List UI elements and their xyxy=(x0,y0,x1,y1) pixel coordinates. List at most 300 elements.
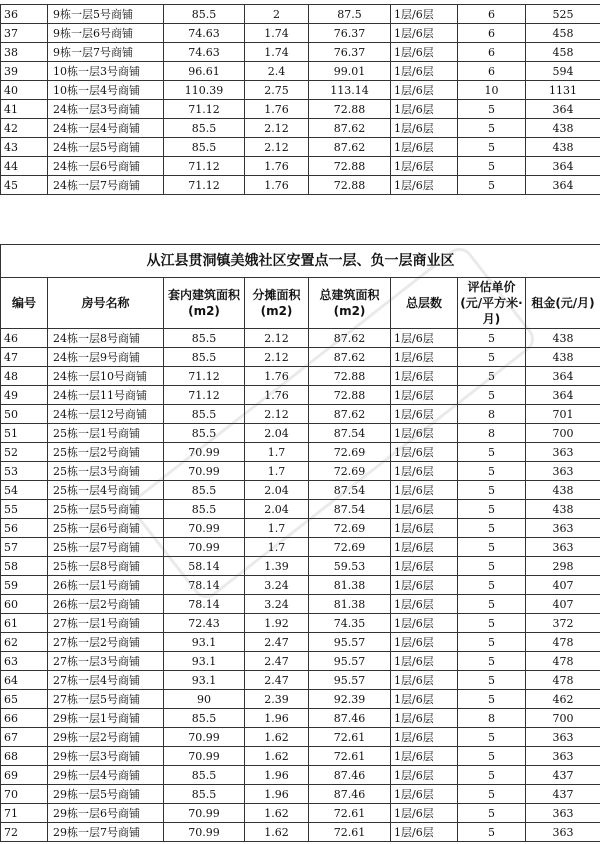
cell-shared-area: 2.12 xyxy=(245,405,309,424)
cell-floors: 1层/6层 xyxy=(391,424,458,443)
cell-rent: 364 xyxy=(526,367,600,386)
table-row xyxy=(1,690,600,709)
cell-rent: 478 xyxy=(526,633,600,652)
table-body-bottom xyxy=(1,245,600,842)
table-row xyxy=(1,766,600,785)
cell-shared-area: 1.96 xyxy=(245,785,309,804)
cell-shared-area: 2.47 xyxy=(245,652,309,671)
cell-inner-area: 110.39 xyxy=(164,81,245,100)
cell-floors: 1层/6层 xyxy=(391,386,458,405)
cell-rent: 363 xyxy=(526,804,600,823)
cell-room-name: 24栋一层8号商铺 xyxy=(48,329,164,348)
cell-room-name: 27栋一层3号商铺 xyxy=(48,652,164,671)
cell-room-name: 29栋一层4号商铺 xyxy=(48,766,164,785)
cell-inner-area: 85.5 xyxy=(164,481,245,500)
cell-rent: 363 xyxy=(526,443,600,462)
cell-shared-area: 1.7 xyxy=(245,462,309,481)
table-row xyxy=(1,138,600,157)
cell-room-name: 10栋一层3号商铺 xyxy=(48,62,164,81)
cell-floors: 1层/6层 xyxy=(391,43,458,62)
cell-shared-area: 2.47 xyxy=(245,671,309,690)
cell-shared-area: 1.74 xyxy=(245,24,309,43)
cell-id: 63 xyxy=(1,652,48,671)
cell-inner-area: 70.99 xyxy=(164,519,245,538)
cell-id: 65 xyxy=(1,690,48,709)
cell-floors: 1层/6层 xyxy=(391,138,458,157)
cell-unit-price: 5 xyxy=(458,100,526,119)
cell-id: 58 xyxy=(1,557,48,576)
section-title-row xyxy=(1,245,600,278)
cell-unit-price: 6 xyxy=(458,5,526,24)
cell-id: 66 xyxy=(1,709,48,728)
table-row xyxy=(1,481,600,500)
cell-inner-area: 85.5 xyxy=(164,119,245,138)
cell-floors: 1层/6层 xyxy=(391,405,458,424)
cell-inner-area: 78.14 xyxy=(164,595,245,614)
cell-room-name: 24栋一层10号商铺 xyxy=(48,367,164,386)
cell-shared-area: 1.7 xyxy=(245,538,309,557)
cell-floors: 1层/6层 xyxy=(391,5,458,24)
cell-rent: 363 xyxy=(526,462,600,481)
cell-floors: 1层/6层 xyxy=(391,62,458,81)
cell-rent: 407 xyxy=(526,576,600,595)
cell-id: 36 xyxy=(1,5,48,24)
cell-id: 68 xyxy=(1,747,48,766)
cell-id: 52 xyxy=(1,443,48,462)
cell-total-area: 87.62 xyxy=(309,348,391,367)
cell-room-name: 25栋一层5号商铺 xyxy=(48,500,164,519)
cell-floors: 1层/6层 xyxy=(391,804,458,823)
cell-id: 41 xyxy=(1,100,48,119)
cell-floors: 1层/6层 xyxy=(391,481,458,500)
cell-unit-price: 5 xyxy=(458,138,526,157)
cell-rent: 363 xyxy=(526,538,600,557)
header-id: 编号 xyxy=(1,278,48,329)
cell-shared-area: 1.76 xyxy=(245,157,309,176)
cell-total-area: 87.54 xyxy=(309,481,391,500)
cell-inner-area: 70.99 xyxy=(164,804,245,823)
cell-unit-price: 5 xyxy=(458,766,526,785)
cell-shared-area: 2.04 xyxy=(245,481,309,500)
cell-unit-price: 5 xyxy=(458,785,526,804)
cell-unit-price: 5 xyxy=(458,747,526,766)
cell-shared-area: 1.96 xyxy=(245,766,309,785)
cell-rent: 364 xyxy=(526,157,600,176)
cell-room-name: 10栋一层4号商铺 xyxy=(48,81,164,100)
cell-inner-area: 85.5 xyxy=(164,766,245,785)
cell-rent: 438 xyxy=(526,329,600,348)
cell-id: 53 xyxy=(1,462,48,481)
cell-floors: 1层/6层 xyxy=(391,747,458,766)
cell-rent: 372 xyxy=(526,614,600,633)
cell-total-area: 87.62 xyxy=(309,405,391,424)
cell-id: 55 xyxy=(1,500,48,519)
cell-inner-area: 58.14 xyxy=(164,557,245,576)
cell-floors: 1层/6层 xyxy=(391,652,458,671)
cell-id: 72 xyxy=(1,823,48,842)
table-body-top xyxy=(1,5,600,195)
table-row xyxy=(1,424,600,443)
cell-rent: 438 xyxy=(526,500,600,519)
cell-total-area: 59.53 xyxy=(309,557,391,576)
cell-shared-area: 2.04 xyxy=(245,500,309,519)
cell-id: 62 xyxy=(1,633,48,652)
cell-total-area: 72.69 xyxy=(309,462,391,481)
cell-rent: 364 xyxy=(526,176,600,195)
cell-shared-area: 2.47 xyxy=(245,633,309,652)
cell-room-name: 24栋一层5号商铺 xyxy=(48,138,164,157)
cell-room-name: 29栋一层3号商铺 xyxy=(48,747,164,766)
table-row xyxy=(1,24,600,43)
cell-room-name: 24栋一层12号商铺 xyxy=(48,405,164,424)
cell-shared-area: 1.74 xyxy=(245,43,309,62)
cell-inner-area: 93.1 xyxy=(164,633,245,652)
cell-shared-area: 2.12 xyxy=(245,348,309,367)
cell-inner-area: 85.5 xyxy=(164,329,245,348)
cell-room-name: 27栋一层4号商铺 xyxy=(48,671,164,690)
header-rent: 租金(元/月) xyxy=(526,278,600,329)
cell-shared-area: 1.62 xyxy=(245,804,309,823)
cell-id: 70 xyxy=(1,785,48,804)
cell-unit-price: 5 xyxy=(458,519,526,538)
cell-room-name: 25栋一层6号商铺 xyxy=(48,519,164,538)
cell-inner-area: 70.99 xyxy=(164,443,245,462)
cell-rent: 437 xyxy=(526,766,600,785)
table-row xyxy=(1,386,600,405)
cell-inner-area: 70.99 xyxy=(164,823,245,842)
cell-id: 50 xyxy=(1,405,48,424)
cell-shared-area: 1.76 xyxy=(245,176,309,195)
cell-inner-area: 90 xyxy=(164,690,245,709)
cell-inner-area: 74.63 xyxy=(164,43,245,62)
cell-shared-area: 1.76 xyxy=(245,367,309,386)
rental-table-top xyxy=(0,4,600,195)
cell-inner-area: 70.99 xyxy=(164,462,245,481)
cell-shared-area: 2.4 xyxy=(245,62,309,81)
cell-inner-area: 93.1 xyxy=(164,652,245,671)
cell-total-area: 95.57 xyxy=(309,633,391,652)
cell-floors: 1层/6层 xyxy=(391,443,458,462)
cell-floors: 1层/6层 xyxy=(391,633,458,652)
cell-floors: 1层/6层 xyxy=(391,823,458,842)
cell-inner-area: 85.5 xyxy=(164,785,245,804)
cell-shared-area: 1.92 xyxy=(245,614,309,633)
cell-rent: 438 xyxy=(526,138,600,157)
cell-floors: 1层/6层 xyxy=(391,176,458,195)
table-row xyxy=(1,81,600,100)
cell-shared-area: 1.39 xyxy=(245,557,309,576)
cell-floors: 1层/6层 xyxy=(391,785,458,804)
cell-rent: 363 xyxy=(526,728,600,747)
table-row xyxy=(1,614,600,633)
cell-id: 56 xyxy=(1,519,48,538)
cell-inner-area: 71.12 xyxy=(164,176,245,195)
cell-id: 51 xyxy=(1,424,48,443)
cell-floors: 1层/6层 xyxy=(391,367,458,386)
cell-total-area: 81.38 xyxy=(309,576,391,595)
cell-rent: 363 xyxy=(526,823,600,842)
cell-id: 46 xyxy=(1,329,48,348)
header-total-area: 总建筑面积(m2) xyxy=(309,278,391,329)
cell-total-area: 87.62 xyxy=(309,329,391,348)
table-row xyxy=(1,595,600,614)
cell-shared-area: 2.75 xyxy=(245,81,309,100)
cell-unit-price: 5 xyxy=(458,804,526,823)
cell-rent: 700 xyxy=(526,424,600,443)
cell-floors: 1层/6层 xyxy=(391,519,458,538)
cell-room-name: 27栋一层1号商铺 xyxy=(48,614,164,633)
cell-inner-area: 85.5 xyxy=(164,500,245,519)
cell-id: 48 xyxy=(1,367,48,386)
cell-total-area: 87.54 xyxy=(309,424,391,443)
cell-id: 37 xyxy=(1,24,48,43)
cell-floors: 1层/6层 xyxy=(391,538,458,557)
cell-shared-area: 2.04 xyxy=(245,424,309,443)
cell-total-area: 74.35 xyxy=(309,614,391,633)
cell-rent: 1131 xyxy=(526,81,600,100)
cell-room-name: 29栋一层1号商铺 xyxy=(48,709,164,728)
cell-total-area: 72.61 xyxy=(309,823,391,842)
cell-room-name: 24栋一层4号商铺 xyxy=(48,119,164,138)
table-row xyxy=(1,652,600,671)
cell-floors: 1层/6层 xyxy=(391,500,458,519)
cell-rent: 438 xyxy=(526,348,600,367)
cell-floors: 1层/6层 xyxy=(391,671,458,690)
cell-rent: 478 xyxy=(526,652,600,671)
cell-shared-area: 2.39 xyxy=(245,690,309,709)
cell-shared-area: 1.62 xyxy=(245,747,309,766)
table-row xyxy=(1,747,600,766)
cell-floors: 1层/6层 xyxy=(391,576,458,595)
cell-inner-area: 85.5 xyxy=(164,424,245,443)
cell-shared-area: 2 xyxy=(245,5,309,24)
cell-id: 64 xyxy=(1,671,48,690)
cell-room-name: 27栋一层5号商铺 xyxy=(48,690,164,709)
cell-id: 61 xyxy=(1,614,48,633)
header-floors: 总层数 xyxy=(391,278,458,329)
cell-inner-area: 78.14 xyxy=(164,576,245,595)
table-row xyxy=(1,405,600,424)
cell-total-area: 87.62 xyxy=(309,138,391,157)
cell-unit-price: 5 xyxy=(458,481,526,500)
cell-inner-area: 93.1 xyxy=(164,671,245,690)
cell-inner-area: 74.63 xyxy=(164,24,245,43)
cell-total-area: 92.39 xyxy=(309,690,391,709)
table-row xyxy=(1,176,600,195)
table-row xyxy=(1,62,600,81)
cell-rent: 594 xyxy=(526,62,600,81)
cell-shared-area: 1.96 xyxy=(245,709,309,728)
cell-id: 43 xyxy=(1,138,48,157)
table-row xyxy=(1,157,600,176)
cell-total-area: 87.46 xyxy=(309,785,391,804)
cell-floors: 1层/6层 xyxy=(391,690,458,709)
cell-floors: 1层/6层 xyxy=(391,81,458,100)
cell-inner-area: 71.12 xyxy=(164,367,245,386)
cell-room-name: 25栋一层7号商铺 xyxy=(48,538,164,557)
cell-shared-area: 1.62 xyxy=(245,728,309,747)
cell-total-area: 87.46 xyxy=(309,766,391,785)
table-row xyxy=(1,462,600,481)
cell-inner-area: 85.5 xyxy=(164,348,245,367)
cell-unit-price: 5 xyxy=(458,557,526,576)
cell-unit-price: 6 xyxy=(458,62,526,81)
cell-rent: 364 xyxy=(526,386,600,405)
cell-room-name: 24栋一层3号商铺 xyxy=(48,100,164,119)
cell-unit-price: 5 xyxy=(458,633,526,652)
cell-rent: 437 xyxy=(526,785,600,804)
rental-table-bottom xyxy=(0,244,600,842)
table-row xyxy=(1,443,600,462)
cell-room-name: 9栋一层7号商铺 xyxy=(48,43,164,62)
section-title: 从江县贯洞镇美娥社区安置点一层、负一层商业区 xyxy=(1,245,600,278)
table-row xyxy=(1,100,600,119)
table-row xyxy=(1,804,600,823)
cell-unit-price: 5 xyxy=(458,348,526,367)
cell-floors: 1层/6层 xyxy=(391,348,458,367)
cell-total-area: 72.88 xyxy=(309,176,391,195)
table-row xyxy=(1,367,600,386)
table-row xyxy=(1,500,600,519)
cell-floors: 1层/6层 xyxy=(391,329,458,348)
cell-id: 59 xyxy=(1,576,48,595)
cell-id: 45 xyxy=(1,176,48,195)
cell-room-name: 29栋一层5号商铺 xyxy=(48,785,164,804)
header-inner-area: 套内建筑面积(m2) xyxy=(164,278,245,329)
table-row xyxy=(1,519,600,538)
cell-total-area: 72.61 xyxy=(309,728,391,747)
cell-floors: 1层/6层 xyxy=(391,157,458,176)
table-row xyxy=(1,576,600,595)
cell-room-name: 25栋一层8号商铺 xyxy=(48,557,164,576)
cell-inner-area: 85.5 xyxy=(164,709,245,728)
cell-shared-area: 1.7 xyxy=(245,443,309,462)
cell-rent: 458 xyxy=(526,43,600,62)
cell-unit-price: 5 xyxy=(458,119,526,138)
cell-total-area: 72.61 xyxy=(309,747,391,766)
cell-shared-area: 2.12 xyxy=(245,119,309,138)
cell-unit-price: 8 xyxy=(458,405,526,424)
cell-unit-price: 5 xyxy=(458,576,526,595)
cell-room-name: 24栋一层7号商铺 xyxy=(48,176,164,195)
cell-shared-area: 1.62 xyxy=(245,823,309,842)
cell-unit-price: 5 xyxy=(458,500,526,519)
cell-unit-price: 5 xyxy=(458,671,526,690)
cell-rent: 363 xyxy=(526,519,600,538)
cell-room-name: 26栋一层1号商铺 xyxy=(48,576,164,595)
cell-unit-price: 5 xyxy=(458,443,526,462)
cell-id: 71 xyxy=(1,804,48,823)
cell-inner-area: 96.61 xyxy=(164,62,245,81)
cell-shared-area: 3.24 xyxy=(245,595,309,614)
cell-total-area: 72.88 xyxy=(309,100,391,119)
cell-rent: 298 xyxy=(526,557,600,576)
cell-rent: 364 xyxy=(526,100,600,119)
cell-room-name: 29栋一层2号商铺 xyxy=(48,728,164,747)
table-row xyxy=(1,348,600,367)
cell-unit-price: 5 xyxy=(458,176,526,195)
cell-floors: 1层/6层 xyxy=(391,557,458,576)
table-row xyxy=(1,823,600,842)
cell-unit-price: 5 xyxy=(458,367,526,386)
cell-total-area: 76.37 xyxy=(309,43,391,62)
cell-floors: 1层/6层 xyxy=(391,24,458,43)
table-row xyxy=(1,119,600,138)
cell-inner-area: 72.43 xyxy=(164,614,245,633)
cell-floors: 1层/6层 xyxy=(391,595,458,614)
cell-rent: 700 xyxy=(526,709,600,728)
cell-id: 60 xyxy=(1,595,48,614)
cell-floors: 1层/6层 xyxy=(391,462,458,481)
table-row xyxy=(1,329,600,348)
cell-unit-price: 5 xyxy=(458,157,526,176)
cell-total-area: 87.5 xyxy=(309,5,391,24)
cell-unit-price: 5 xyxy=(458,614,526,633)
cell-shared-area: 1.76 xyxy=(245,100,309,119)
cell-room-name: 9栋一层6号商铺 xyxy=(48,24,164,43)
cell-id: 57 xyxy=(1,538,48,557)
cell-rent: 458 xyxy=(526,24,600,43)
cell-rent: 525 xyxy=(526,5,600,24)
cell-inner-area: 85.5 xyxy=(164,5,245,24)
cell-unit-price: 8 xyxy=(458,424,526,443)
table-row xyxy=(1,709,600,728)
header-shared-area: 分摊面积(m2) xyxy=(245,278,309,329)
cell-unit-price: 5 xyxy=(458,823,526,842)
cell-id: 40 xyxy=(1,81,48,100)
cell-total-area: 87.62 xyxy=(309,119,391,138)
cell-unit-price: 10 xyxy=(458,81,526,100)
cell-inner-area: 71.12 xyxy=(164,157,245,176)
cell-total-area: 72.88 xyxy=(309,157,391,176)
cell-id: 38 xyxy=(1,43,48,62)
cell-unit-price: 5 xyxy=(458,690,526,709)
cell-unit-price: 5 xyxy=(458,386,526,405)
cell-room-name: 24栋一层9号商铺 xyxy=(48,348,164,367)
cell-rent: 701 xyxy=(526,405,600,424)
cell-unit-price: 5 xyxy=(458,595,526,614)
cell-inner-area: 71.12 xyxy=(164,386,245,405)
cell-unit-price: 8 xyxy=(458,709,526,728)
cell-floors: 1层/6层 xyxy=(391,766,458,785)
table-row xyxy=(1,538,600,557)
cell-floors: 1层/6层 xyxy=(391,119,458,138)
cell-shared-area: 2.12 xyxy=(245,138,309,157)
cell-inner-area: 70.99 xyxy=(164,747,245,766)
cell-total-area: 95.57 xyxy=(309,671,391,690)
cell-shared-area: 2.12 xyxy=(245,329,309,348)
cell-unit-price: 5 xyxy=(458,462,526,481)
cell-unit-price: 6 xyxy=(458,24,526,43)
table-row xyxy=(1,557,600,576)
cell-room-name: 29栋一层7号商铺 xyxy=(48,823,164,842)
cell-room-name: 26栋一层2号商铺 xyxy=(48,595,164,614)
cell-shared-area: 1.76 xyxy=(245,386,309,405)
cell-room-name: 24栋一层11号商铺 xyxy=(48,386,164,405)
cell-id: 67 xyxy=(1,728,48,747)
cell-unit-price: 5 xyxy=(458,728,526,747)
cell-room-name: 25栋一层3号商铺 xyxy=(48,462,164,481)
cell-floors: 1层/6层 xyxy=(391,100,458,119)
cell-room-name: 25栋一层4号商铺 xyxy=(48,481,164,500)
cell-room-name: 29栋一层6号商铺 xyxy=(48,804,164,823)
cell-id: 49 xyxy=(1,386,48,405)
cell-id: 69 xyxy=(1,766,48,785)
cell-rent: 407 xyxy=(526,595,600,614)
table-row xyxy=(1,633,600,652)
table-row xyxy=(1,5,600,24)
cell-id: 54 xyxy=(1,481,48,500)
